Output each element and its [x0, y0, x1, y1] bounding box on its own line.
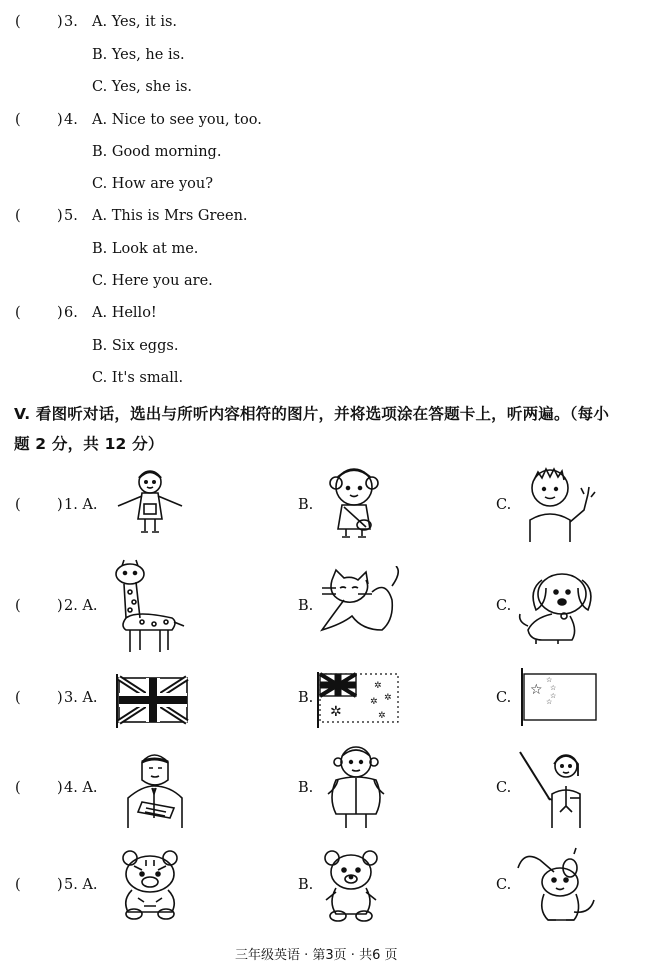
girl-with-bag-icon[interactable]: [110, 466, 190, 542]
svg-text:✲: ✲: [374, 681, 382, 691]
option-b-label: B.: [298, 780, 314, 796]
option-b[interactable]: B. Six eggs.: [92, 338, 179, 354]
girl-with-satchel-icon[interactable]: [318, 463, 390, 541]
svg-text:✲: ✲: [370, 697, 378, 707]
question-number: 4.: [64, 112, 78, 128]
answer-paren-close[interactable]: ): [57, 598, 63, 614]
svg-text:✲: ✲: [378, 711, 386, 721]
giraffe-icon[interactable]: [108, 558, 190, 656]
option-b-label: B.: [298, 598, 314, 614]
option-a-label: 3. A.: [64, 690, 98, 706]
man-with-book-icon[interactable]: [118, 748, 192, 830]
tiger-icon[interactable]: [112, 848, 188, 922]
answer-paren-close[interactable]: ): [57, 208, 63, 224]
answer-paren-open[interactable]: (: [15, 112, 21, 128]
option-b[interactable]: B. Yes, he is.: [92, 47, 185, 63]
option-a-label: 2. A.: [64, 598, 98, 614]
dog-icon[interactable]: [514, 566, 602, 646]
svg-text:☆: ☆: [530, 682, 543, 698]
option-a-label: 4. A.: [64, 780, 98, 796]
option-b-label: B.: [298, 877, 314, 893]
option-c[interactable]: C. Yes, she is.: [92, 79, 193, 95]
option-c[interactable]: C. How are you?: [92, 176, 213, 192]
answer-paren-close[interactable]: ): [57, 877, 63, 893]
answer-paren-open[interactable]: (: [15, 305, 21, 321]
option-c-label: C.: [496, 780, 512, 796]
section-v-title-line1: V. 看图听对话，选出与所听内容相符的图片，并将选项涂在答题卡上，听两遍。（每小: [14, 405, 610, 423]
answer-paren-close[interactable]: ): [57, 305, 63, 321]
option-a[interactable]: A. Yes, it is.: [92, 14, 178, 30]
svg-text:☆: ☆: [546, 698, 553, 706]
option-b-label: B.: [298, 690, 314, 706]
option-b[interactable]: B. Good morning.: [92, 144, 222, 160]
bear-icon[interactable]: [318, 846, 384, 924]
option-c-label: C.: [496, 877, 512, 893]
answer-paren-open[interactable]: (: [15, 497, 21, 513]
fat-man-icon[interactable]: [324, 744, 388, 830]
answer-paren-close[interactable]: ): [57, 690, 63, 706]
option-c[interactable]: C. Here you are.: [92, 273, 213, 289]
teacher-with-pointer-icon[interactable]: [514, 748, 594, 830]
answer-paren-open[interactable]: (: [15, 877, 21, 893]
option-c[interactable]: C. It's small.: [92, 370, 184, 386]
cat-icon[interactable]: [314, 566, 404, 642]
answer-paren-close[interactable]: ): [57, 497, 63, 513]
answer-paren-open[interactable]: (: [15, 780, 21, 796]
option-c-label: C.: [496, 690, 512, 706]
option-a-label: 5. A.: [64, 877, 98, 893]
answer-paren-open[interactable]: (: [15, 690, 21, 706]
option-a[interactable]: A. Hello!: [92, 305, 157, 321]
option-b-label: B.: [298, 497, 314, 513]
svg-text:✲: ✲: [384, 693, 392, 703]
question-number: 5.: [64, 208, 78, 224]
svg-text:✲: ✲: [330, 704, 342, 720]
boy-waving-icon[interactable]: [516, 462, 596, 544]
section-v-title-line2: 题 2 分，共 12 分）: [14, 435, 164, 453]
option-b[interactable]: B. Look at me.: [92, 241, 199, 257]
question-number: 3.: [64, 14, 78, 30]
answer-paren-close[interactable]: ): [57, 14, 63, 30]
answer-paren-close[interactable]: ): [57, 112, 63, 128]
answer-paren-open[interactable]: (: [15, 14, 21, 30]
australia-flag-icon[interactable]: [316, 672, 400, 728]
question-number: 6.: [64, 305, 78, 321]
option-c-label: C.: [496, 497, 512, 513]
mouse-icon[interactable]: [512, 846, 598, 924]
answer-paren-open[interactable]: (: [15, 598, 21, 614]
page-footer: 三年级英语 · 第3页 · 共6 页: [235, 948, 398, 963]
svg-text:☆: ☆: [550, 684, 557, 692]
svg-text:☆: ☆: [550, 692, 557, 700]
answer-paren-close[interactable]: ): [57, 780, 63, 796]
uk-flag-icon[interactable]: [114, 672, 190, 728]
answer-paren-open[interactable]: (: [15, 208, 21, 224]
option-c-label: C.: [496, 598, 512, 614]
svg-text:☆: ☆: [546, 676, 553, 684]
option-a-label: 1. A.: [64, 497, 98, 513]
option-a[interactable]: A. Nice to see you, too.: [92, 112, 262, 128]
china-flag-icon[interactable]: [518, 668, 600, 726]
option-a[interactable]: A. This is Mrs Green.: [92, 208, 248, 224]
